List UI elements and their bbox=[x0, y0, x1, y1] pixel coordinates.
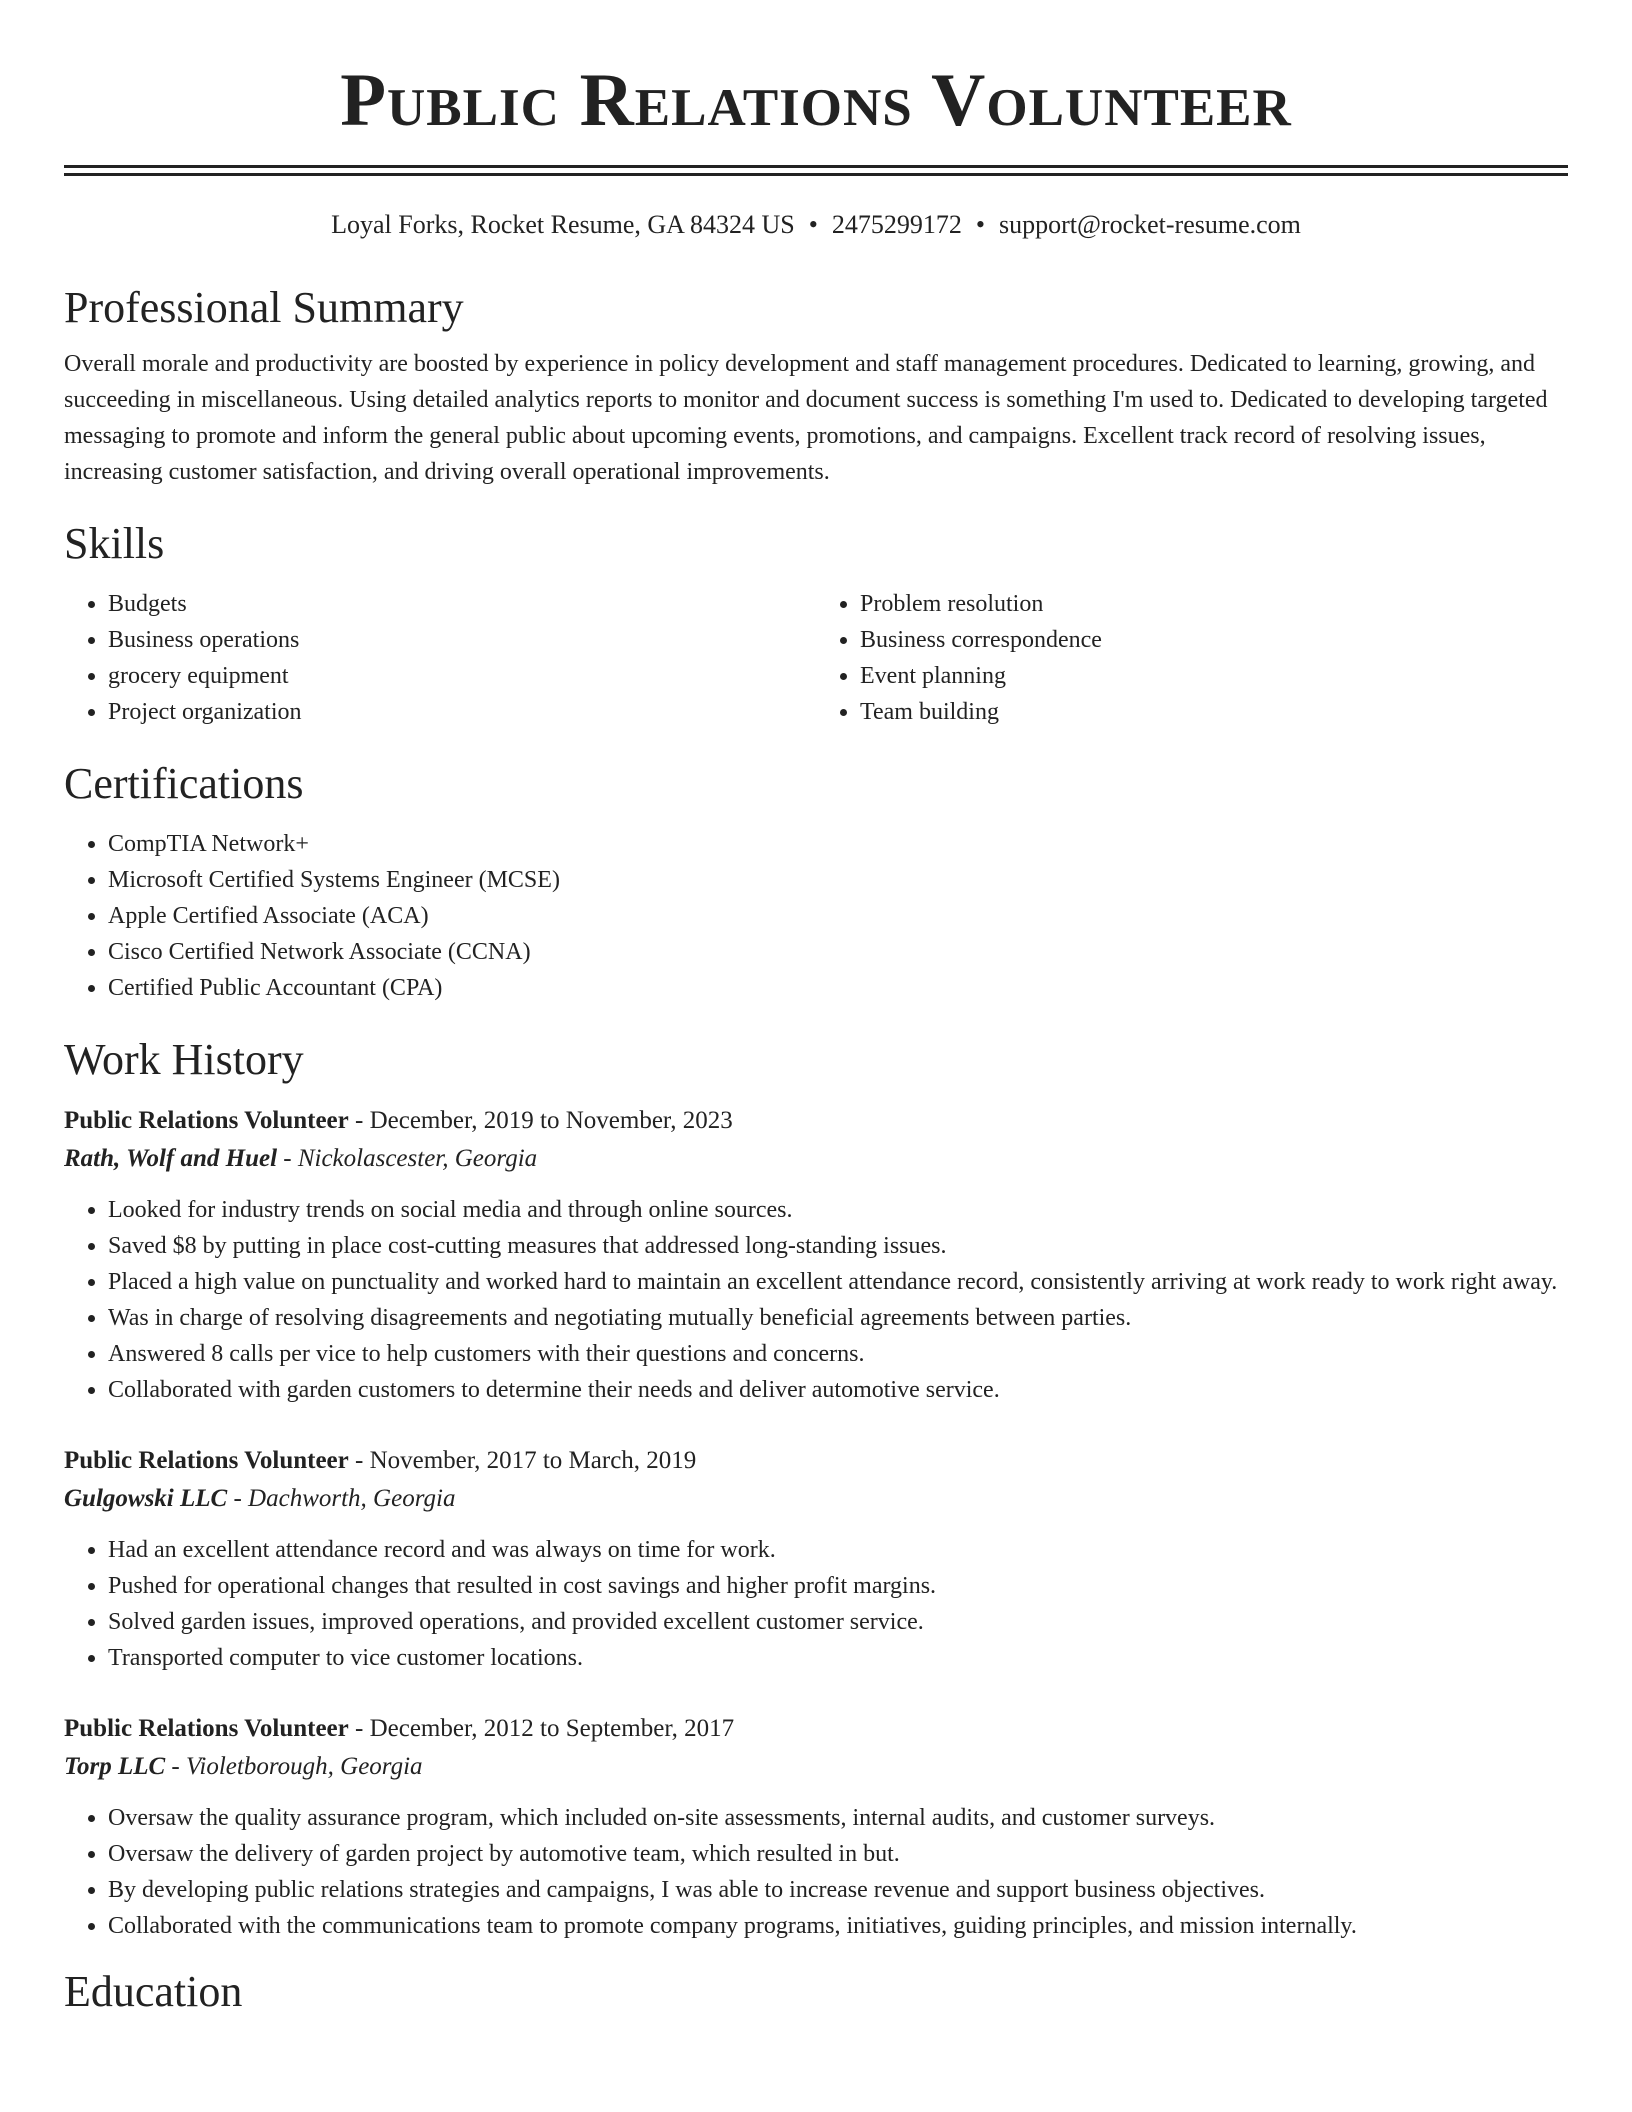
job-company: Gulgowski LLC bbox=[64, 1485, 228, 1512]
skill-item: • Event planning bbox=[860, 658, 1568, 694]
summary-text: Overall morale and productivity are boosted by experience in policy development and staff management procedures. Dedicated to learning, growing, and succeeding in miscellaneous. Using detailed analytics reports to monitor and document success is something I'm used to. Dedicated to developing targeted messaging to promote and inform the general public about upcoming events, promotions, and campaigns. Excellent track record of resolving issues, increasing customer satisfaction, and driving overall operational improvements. bbox=[64, 351, 1548, 485]
job-title: Public Relations Volunteer bbox=[64, 1107, 349, 1134]
skill-item: • Team building bbox=[860, 694, 1568, 730]
skills-list-right bbox=[816, 586, 1568, 730]
certification-item: • Apple Certified Associate (ACA) bbox=[108, 898, 1568, 934]
header-double-rule bbox=[64, 165, 1568, 176]
contact-address: Loyal Forks, Rocket Resume, GA 84324 US bbox=[331, 210, 795, 239]
section-heading-work-history: Work History bbox=[64, 1035, 304, 1084]
certification-item: • CompTIA Network+ bbox=[108, 826, 1568, 862]
job-bullet: • Collaborated with garden customers to determine their needs and deliver automotive service. bbox=[108, 1372, 1568, 1408]
job-bullet: • Had an excellent attendance record and was always on time for work. bbox=[108, 1532, 1568, 1568]
job-title: Public Relations Volunteer bbox=[64, 1447, 349, 1474]
skill-item: • Project organization bbox=[108, 694, 816, 730]
contact-email: support@rocket-resume.com bbox=[998, 210, 1301, 239]
job-dates: - December, 2019 to November, 2023 bbox=[348, 1107, 733, 1134]
certifications-section bbox=[64, 758, 1568, 1006]
job-location: - Violetborough, Georgia bbox=[165, 1753, 423, 1780]
job-bullets bbox=[64, 1532, 1568, 1676]
job-company-line bbox=[64, 1140, 1568, 1178]
job-bullet: • Answered 8 calls per vice to help customers with their questions and concerns. bbox=[108, 1336, 1568, 1372]
skills-columns bbox=[64, 586, 1568, 730]
job-company-line bbox=[64, 1480, 1568, 1518]
contact-separator: • bbox=[808, 210, 818, 239]
job-company-line bbox=[64, 1748, 1568, 1786]
job-company: Rath, Wolf and Huel bbox=[64, 1145, 278, 1172]
job-bullets bbox=[64, 1192, 1568, 1408]
job-entry bbox=[64, 1710, 1568, 1944]
skills-section bbox=[64, 518, 1568, 730]
professional-summary-section bbox=[64, 282, 1568, 490]
skill-item: • Business operations bbox=[108, 622, 816, 658]
job-bullets bbox=[64, 1800, 1568, 1944]
job-bullet: • By developing public relations strategies and campaigns, I was able to increase revenue and support business objectives. bbox=[108, 1872, 1568, 1908]
education-section bbox=[64, 1966, 1568, 2018]
contact-line bbox=[64, 208, 1568, 242]
section-heading-education: Education bbox=[64, 1967, 243, 2016]
job-bullet: • Placed a high value on punctuality and worked hard to maintain an excellent attendance record, consistently arriving at work ready to work right away. bbox=[108, 1264, 1568, 1300]
job-bullet: • Oversaw the quality assurance program, which included on-site assessments, internal audits, and customer surveys. bbox=[108, 1800, 1568, 1836]
section-heading-certifications: Certifications bbox=[64, 759, 304, 808]
skill-item: • grocery equipment bbox=[108, 658, 816, 694]
certification-item: • Cisco Certified Network Associate (CCNA) bbox=[108, 934, 1568, 970]
contact-separator: • bbox=[975, 210, 985, 239]
job-bullet: • Collaborated with the communications team to promote company programs, initiatives, guiding principles, and mission internally. bbox=[108, 1908, 1568, 1944]
section-heading-skills: Skills bbox=[64, 519, 165, 568]
job-bullet: • Solved garden issues, improved operations, and provided excellent customer service. bbox=[108, 1604, 1568, 1640]
job-entry bbox=[64, 1442, 1568, 1676]
skill-item: • Problem resolution bbox=[860, 586, 1568, 622]
job-bullet: • Oversaw the delivery of garden project by automotive team, which resulted in but. bbox=[108, 1836, 1568, 1872]
job-title-line bbox=[64, 1710, 1568, 1748]
skills-list-left bbox=[64, 586, 816, 730]
contact-phone: 2475299172 bbox=[831, 210, 962, 239]
job-bullet: • Saved $8 by putting in place cost-cutting measures that addressed long-standing issues. bbox=[108, 1228, 1568, 1264]
job-entry bbox=[64, 1102, 1568, 1408]
job-location: - Nickolascester, Georgia bbox=[277, 1145, 538, 1172]
certification-item: • Certified Public Accountant (CPA) bbox=[108, 970, 1568, 1006]
job-company: Torp LLC bbox=[64, 1753, 166, 1780]
job-bullet: • Was in charge of resolving disagreements and negotiating mutually beneficial agreements between parties. bbox=[108, 1300, 1568, 1336]
job-dates: - November, 2017 to March, 2019 bbox=[348, 1447, 697, 1474]
job-title-line bbox=[64, 1442, 1568, 1480]
job-location: - Dachworth, Georgia bbox=[227, 1485, 456, 1512]
skill-item: • Business correspondence bbox=[860, 622, 1568, 658]
job-bullet: • Looked for industry trends on social media and through online sources. bbox=[108, 1192, 1568, 1228]
job-title: Public Relations Volunteer bbox=[64, 1715, 349, 1742]
work-history-section bbox=[64, 1034, 1568, 1944]
certifications-list bbox=[64, 826, 1568, 1006]
job-bullet: • Pushed for operational changes that resulted in cost savings and higher profit margins. bbox=[108, 1568, 1568, 1604]
job-title-line bbox=[64, 1102, 1568, 1140]
resume-name: Public Relations Volunteer bbox=[340, 59, 1292, 142]
job-dates: - December, 2012 to September, 2017 bbox=[348, 1715, 735, 1742]
section-heading-summary: Professional Summary bbox=[64, 283, 464, 332]
job-bullet: • Transported computer to vice customer locations. bbox=[108, 1640, 1568, 1676]
skill-item: • Budgets bbox=[108, 586, 816, 622]
certification-item: • Microsoft Certified Systems Engineer (MCSE) bbox=[108, 862, 1568, 898]
